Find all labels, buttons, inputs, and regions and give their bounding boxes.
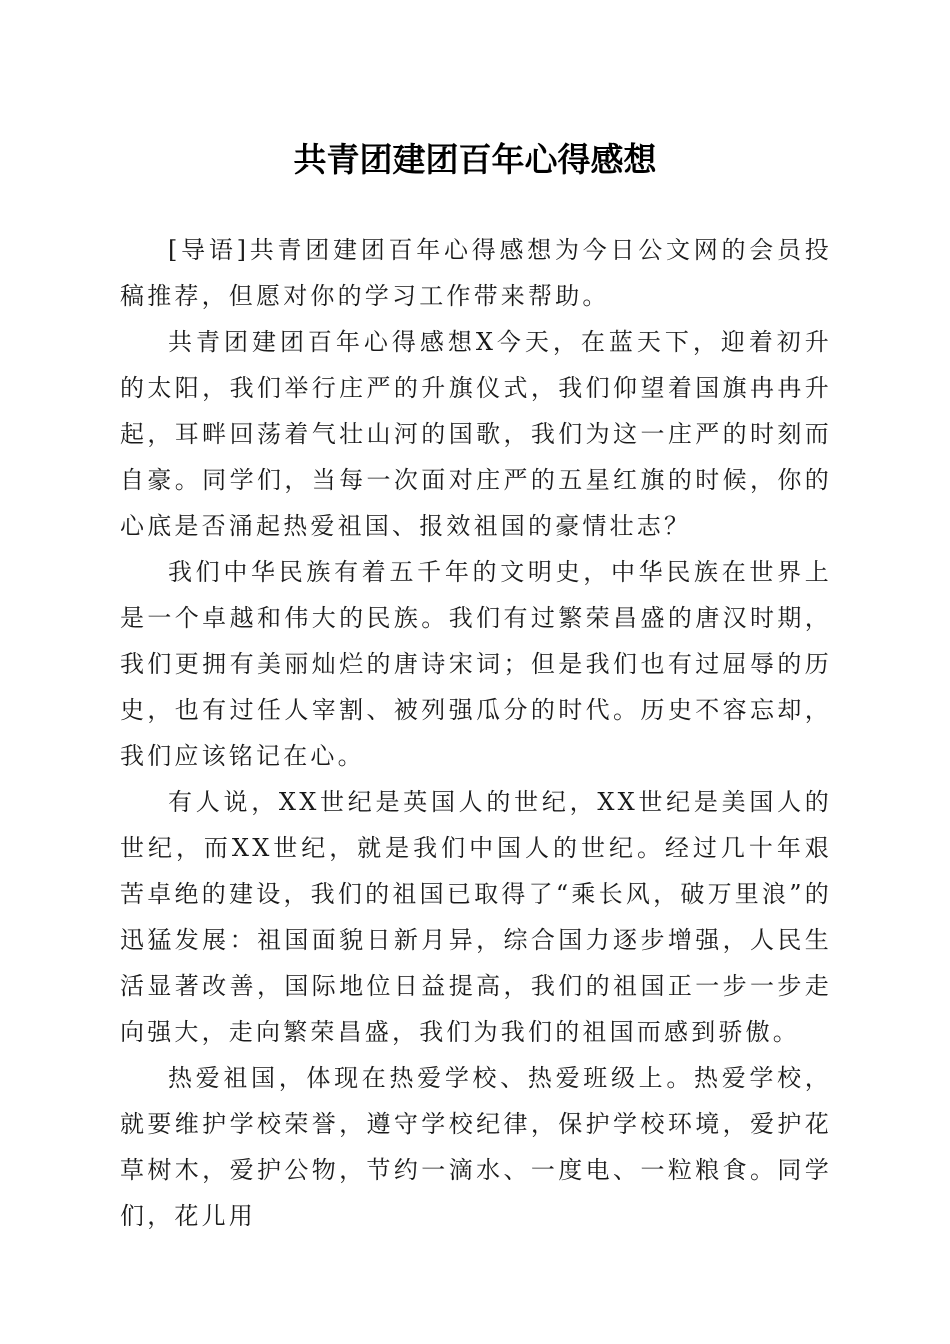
paragraph-century: 有人说，XX世纪是英国人的世纪，XX世纪是美国人的世纪，而XX世纪，就是我们中国人的世纪。经过几十年艰苦卓绝的建设，我们的祖国已取得了“乘长风，破万里浪”的迅猛发展：祖国面貌日新月异，综合国力逐步增强，人民生活显著改善，国际地位日益提高，我们的祖国正一步一步走向强大，走向繁荣昌盛，我们为我们的祖国而感到骄傲。 xyxy=(120,788,832,1046)
paragraph-history: 我们中华民族有着五千年的文明史，中华民族在世界上是一个卓越和伟大的民族。我们有过繁荣昌盛的唐汉时期，我们更拥有美丽灿烂的唐诗宋词；但是我们也有过屈辱的历史，也有过任人宰割、被列强瓜分的时代。历史不容忘却，我们应该铭记在心。 xyxy=(120,558,832,770)
document-body xyxy=(120,227,832,1239)
paragraph-love-school: 热爱祖国，体现在热爱学校、热爱班级上。热爱学校，就要维护学校荣誉，遵守学校纪律，保护学校环境，爱护花草树木，爱护公物，节约一滴水、一度电、一粒粮食。同学们，花儿用 xyxy=(120,1064,832,1230)
document-title: 共青团建团百年心得感想 xyxy=(293,140,657,179)
paragraph-intro: [导语]共青团建团百年心得感想为今日公文网的会员投稿推荐，但愿对你的学习工作带来帮助。 xyxy=(120,236,832,310)
paragraph-flag-ceremony: 共青团建团百年心得感想X今天，在蓝天下，迎着初升的太阳，我们举行庄严的升旗仪式，我们仰望着国旗冉冉升起，耳畔回荡着气壮山河的国歌，我们为这一庄严的时刻而自豪。同学们，当每一次面对庄严的五星红旗的时候，你的心底是否涌起热爱祖国、报效祖国的豪情壮志？ xyxy=(120,328,832,540)
